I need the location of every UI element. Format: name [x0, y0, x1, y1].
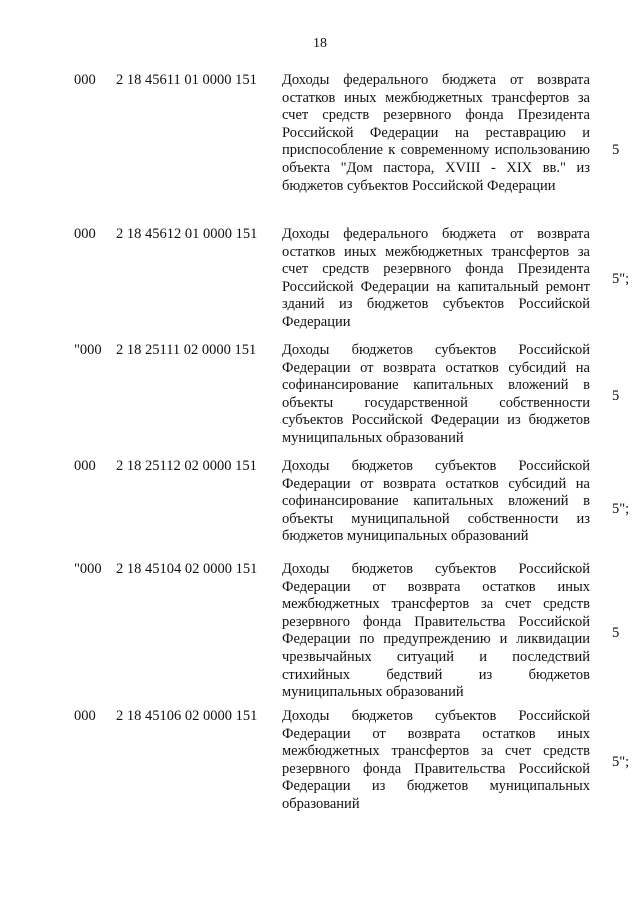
row-description: Доходы федерального бюджета от возврата остатков иных межбюджетных трансфертов за счет средств резервного фонда Президента Российской Федерации на реставрацию и приспособление к современному использованию объекта "Дом пастора, XVIII - XIX вв." из бюджетов субъектов Российской Федерации: [282, 72, 590, 194]
budget-code: 2 18 45612 01 0000 151: [116, 226, 258, 242]
budget-code: 2 18 45611 01 0000 151: [116, 72, 257, 88]
row-description: Доходы бюджетов субъектов Российской Федерации от возврата остатков иных межбюджетных трансфертов за счет средств резервного фонда Правительства Российской Федерации по предупреждению и ликвидации чрезвычайных ситуаций и последствий стихийных бедствий из бюджетов муниципальных образований: [282, 561, 590, 701]
admin-code: 000: [74, 708, 96, 724]
admin-code: 000: [74, 458, 96, 474]
budget-code: 2 18 25112 02 0000 151: [116, 458, 257, 474]
row-value: 5: [612, 142, 620, 158]
row-description: Доходы бюджетов субъектов Российской Федерации от возврата остатков субсидий на софинансирование капитальных вложений в объекты муниципальной собственности из бюджетов муниципальных образований: [282, 458, 590, 545]
budget-code: 2 18 45106 02 0000 151: [116, 708, 258, 724]
row-value: 5";: [612, 501, 630, 517]
row-description: Доходы федерального бюджета от возврата остатков иных межбюджетных трансфертов за счет средств резервного фонда Президента Российской Федерации на капитальный ремонт зданий из бюджетов субъектов Российской Федерации: [282, 226, 590, 330]
admin-code: "000: [74, 561, 102, 577]
admin-code: 000: [74, 72, 96, 88]
page-number: 18: [313, 36, 327, 51]
admin-code: 000: [74, 226, 96, 242]
budget-code: 2 18 25111 02 0000 151: [116, 342, 257, 358]
row-value: 5";: [612, 271, 630, 287]
admin-code: "000: [74, 342, 102, 358]
row-value: 5: [612, 388, 620, 404]
row-description: Доходы бюджетов субъектов Российской Федерации от возврата остатков субсидий на софинансирование капитальных вложений в объекты государственной собственности субъектов Российской Федерации из бюджетов муниципальных образований: [282, 342, 590, 446]
row-value: 5";: [612, 754, 630, 770]
row-description: Доходы бюджетов субъектов Российской Федерации от возврата остатков иных межбюджетных трансфертов за счет средств резервного фонда Правительства Российской Федерации из бюджетов муниципальных образований: [282, 708, 590, 812]
row-value: 5: [612, 625, 620, 641]
budget-code: 2 18 45104 02 0000 151: [116, 561, 258, 577]
